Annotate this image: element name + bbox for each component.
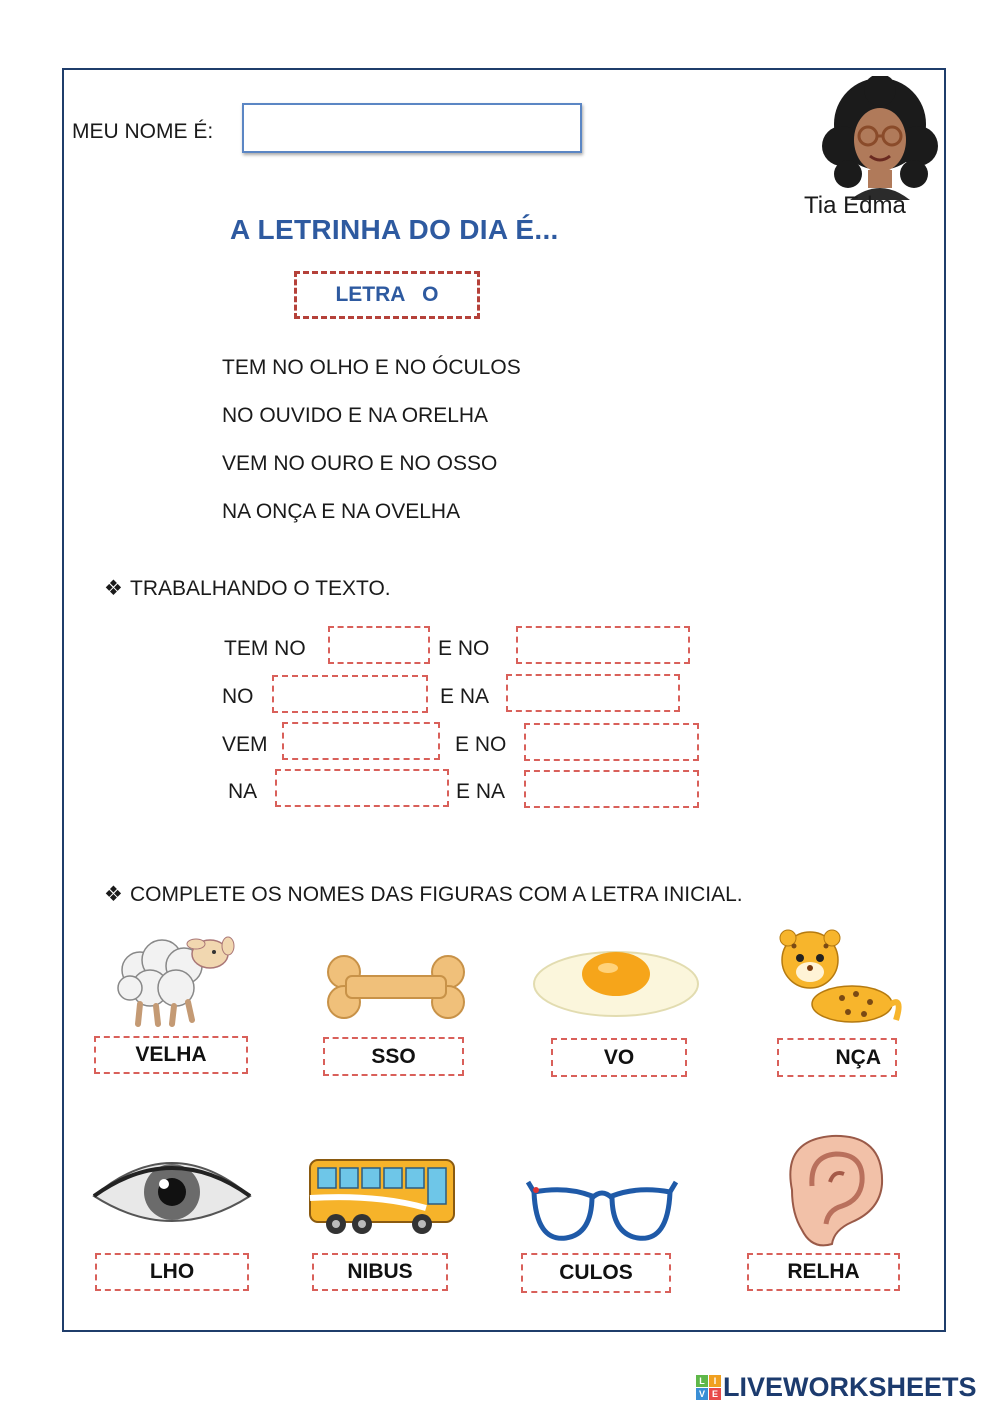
- answer-input[interactable]: [272, 675, 428, 713]
- figure-word-box[interactable]: LHO: [95, 1253, 249, 1291]
- poem-line: VEM NO OURO E NO OSSO: [222, 452, 498, 475]
- bullet-icon: ❖: [104, 577, 123, 600]
- fill-label: NO: [222, 685, 254, 708]
- figure-word-box[interactable]: NIBUS: [312, 1253, 448, 1291]
- figure-word-box[interactable]: RELHA: [747, 1253, 900, 1291]
- figure-word-box[interactable]: CULOS: [521, 1253, 671, 1293]
- author-name: Tia Edma: [804, 192, 906, 219]
- fill-label: E NO: [455, 733, 507, 756]
- section-title: COMPLETE OS NOMES DAS FIGURAS COM A LETRA INICIAL.: [130, 883, 743, 906]
- figure-word-box[interactable]: NÇA: [777, 1038, 897, 1077]
- bone-icon: [322, 950, 470, 1024]
- answer-input[interactable]: [328, 626, 430, 664]
- figure-word-box[interactable]: SSO: [323, 1037, 464, 1076]
- fill-label: NA: [228, 780, 258, 803]
- sheep-icon: [110, 920, 236, 1032]
- answer-input[interactable]: [524, 723, 699, 761]
- answer-input[interactable]: [282, 722, 440, 760]
- poem-line: TEM NO OLHO E NO ÓCULOS: [222, 356, 521, 379]
- name-label: MEU NOME É:: [72, 120, 214, 143]
- poem-line: NO OUVIDO E NA ORELHA: [222, 404, 489, 427]
- bullet-icon: ❖: [104, 883, 123, 906]
- fill-label: E NA: [456, 780, 506, 803]
- bus-icon: [306, 1154, 458, 1236]
- eye-icon: [90, 1136, 254, 1246]
- egg-icon: [530, 940, 702, 1020]
- answer-input[interactable]: [516, 626, 690, 664]
- avatar-face: [854, 108, 906, 172]
- letter-of-day: LETRA O: [294, 271, 480, 319]
- glasses-icon: [526, 1172, 678, 1248]
- jaguar-icon: [776, 924, 904, 1032]
- liveworksheets-logo: [696, 1372, 977, 1403]
- ear-icon: [772, 1130, 890, 1252]
- poem-line: NA ONÇA E NA OVELHA: [222, 500, 461, 523]
- section-title: TRABALHANDO O TEXTO.: [130, 577, 391, 600]
- liveworksheets-icon: L I V E: [696, 1375, 721, 1400]
- section-heading: [104, 882, 743, 907]
- figure-word-box[interactable]: VELHA: [94, 1036, 248, 1074]
- fill-label: E NO: [438, 637, 490, 660]
- figure-word-box[interactable]: VO: [551, 1038, 687, 1077]
- brand-name: LIVEWORKSHEETS: [723, 1372, 977, 1402]
- answer-input[interactable]: [275, 769, 449, 807]
- fill-label: VEM: [222, 733, 268, 756]
- section-heading: [104, 576, 391, 601]
- fill-label: TEM NO: [224, 637, 306, 660]
- answer-input[interactable]: [524, 770, 699, 808]
- avatar: [818, 76, 942, 200]
- fill-label: E NA: [440, 685, 490, 708]
- name-input[interactable]: [242, 103, 582, 153]
- page-title: A LETRINHA DO DIA É...: [230, 214, 559, 245]
- answer-input[interactable]: [506, 674, 680, 712]
